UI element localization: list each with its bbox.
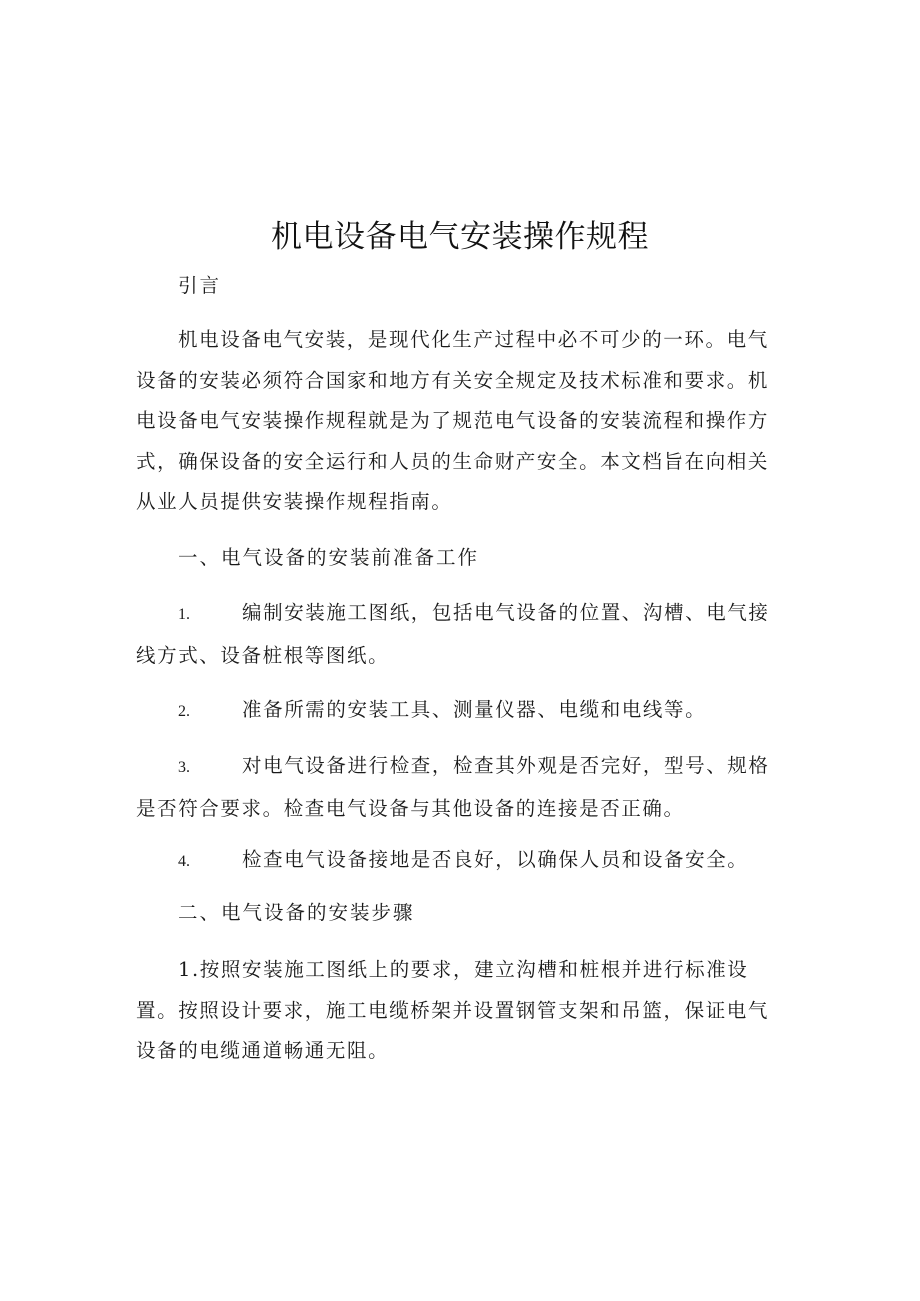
section1-item-2 [136,690,776,733]
section1-item-3-line1 [136,746,776,789]
document-title: 机电设备电气安装操作规程 [271,219,649,255]
item-number: 2. [178,703,190,720]
item-number: 3. [178,759,190,776]
section1-heading: 一、电气设备的安装前准备工作 [178,546,480,569]
item-continuation: 是否符合要求。检查电气设备与其他设备的连接是否正确。 [136,796,685,820]
intro-heading: 引言 [178,274,222,297]
item-text: 对电气设备进行检查，检查其外观是否完好，型号、规格 [242,754,770,777]
intro-paragraph: 机电设备电气安装，是现代化生产过程中必不可少的一环。电气设备的安装必须符合国家和地方有关安全规定及技术标准和要求。机电设备电气安装操作规程就是为了规范电气设备的安装流程和操作方式，确保设备的安全运行和人员的生命财产安全。本文档旨在向相关从业人员提供安装操作规程指南。 [136,328,770,513]
section1-item-2-line1 [136,690,776,733]
section1-item-1-line1 [136,593,776,636]
item-number: 1. [178,606,190,623]
item-number: 4. [178,853,190,870]
item-text: 编制安装施工图纸，包括电气设备的位置、沟槽、电气接 [242,601,770,624]
item-text: 检查电气设备接地是否良好，以确保人员和设备安全。 [242,848,749,871]
section1-item-3 [136,746,776,829]
section2-heading: 二、电气设备的安装步骤 [178,901,415,924]
item-continuation: 线方式、设备桩根等图纸。 [136,643,390,667]
section1-item-4-line1 [136,840,776,883]
item-text: 准备所需的安装工具、测量仪器、电缆和电线等。 [242,698,707,721]
section1-item-1 [136,593,776,676]
section1-item-4 [136,840,776,883]
section2-step1: 1.按照安装施工图纸上的要求，建立沟槽和桩根并进行标准设置。按照设计要求，施工电缆桥架并设置钢管支架和吊篮，保证电气设备的电缆通道畅通无阻。 [136,958,770,1062]
